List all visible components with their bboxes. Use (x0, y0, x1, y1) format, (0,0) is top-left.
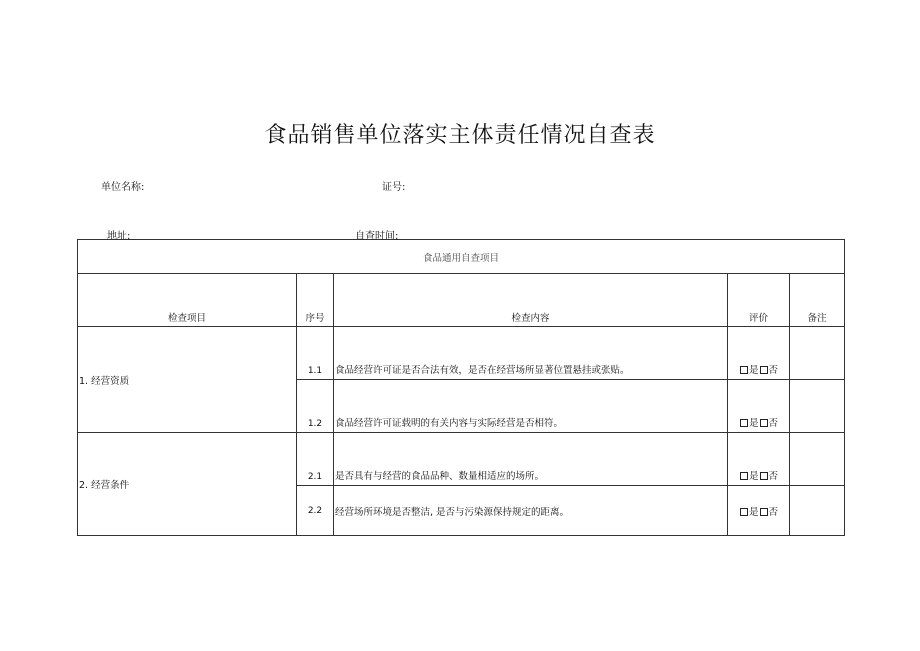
no-checkbox[interactable] (760, 366, 768, 374)
category-cell: 2. 经营条件 (78, 433, 297, 536)
notes-cell[interactable] (790, 486, 845, 536)
header-item: 检查项目 (78, 274, 297, 327)
no-label: 否 (768, 365, 779, 376)
self-check-table (77, 239, 845, 536)
content-cell: 食品经营许可证是否合法有效，是否在经营场所显著位置悬挂或张贴。 (334, 327, 728, 380)
check-date-label: 自查时间: (355, 231, 399, 242)
table-row (78, 327, 845, 380)
address-label: 地址: (107, 231, 131, 242)
yes-label: 是 (748, 365, 759, 376)
seq-cell: 1.2 (297, 380, 334, 433)
content-cell: 是否具有与经营的食品品种、数量相适应的场所。 (334, 433, 728, 486)
category-cell: 1. 经营资质 (78, 327, 297, 433)
header-evaluation: 评价 (728, 274, 790, 327)
header-notes: 备注 (790, 274, 845, 327)
section-row (78, 240, 845, 274)
table-header-row (78, 274, 845, 327)
yes-checkbox[interactable] (740, 366, 748, 374)
unit-name-label: 单位名称: (101, 182, 145, 193)
table-row (78, 433, 845, 486)
notes-cell[interactable] (790, 433, 845, 486)
no-label: 否 (768, 471, 779, 482)
evaluation-cell (728, 433, 790, 486)
content-cell: 经营场所环境是否整洁, 是否与污染源保持规定的距离。 (334, 486, 728, 536)
seq-cell: 2.1 (297, 433, 334, 486)
notes-cell[interactable] (790, 380, 845, 433)
evaluation-cell (728, 486, 790, 536)
seq-cell: 1.1 (297, 327, 334, 380)
seq-cell: 2.2 (297, 486, 334, 536)
no-checkbox[interactable] (760, 419, 768, 427)
content-cell: 食品经营许可证载明的有关内容与实际经营是否相符。 (334, 380, 728, 433)
cert-number-label: 证号: (382, 182, 406, 193)
notes-cell[interactable] (790, 327, 845, 380)
yes-label: 是 (748, 471, 759, 482)
no-label: 否 (768, 506, 779, 518)
yes-checkbox[interactable] (740, 419, 748, 427)
yes-checkbox[interactable] (740, 508, 748, 516)
evaluation-cell (728, 327, 790, 380)
header-content: 检查内容 (334, 274, 728, 327)
evaluation-cell (728, 380, 790, 433)
no-checkbox[interactable] (760, 508, 768, 516)
section-title: 食品通用自查项目 (78, 240, 845, 274)
no-label: 否 (768, 418, 779, 429)
no-checkbox[interactable] (760, 472, 768, 480)
header-seq: 序号 (297, 274, 334, 327)
document-title: 食品销售单位落实主体责任情况自查表 (264, 123, 656, 148)
yes-label: 是 (748, 418, 759, 429)
yes-label: 是 (748, 506, 759, 518)
yes-checkbox[interactable] (740, 472, 748, 480)
